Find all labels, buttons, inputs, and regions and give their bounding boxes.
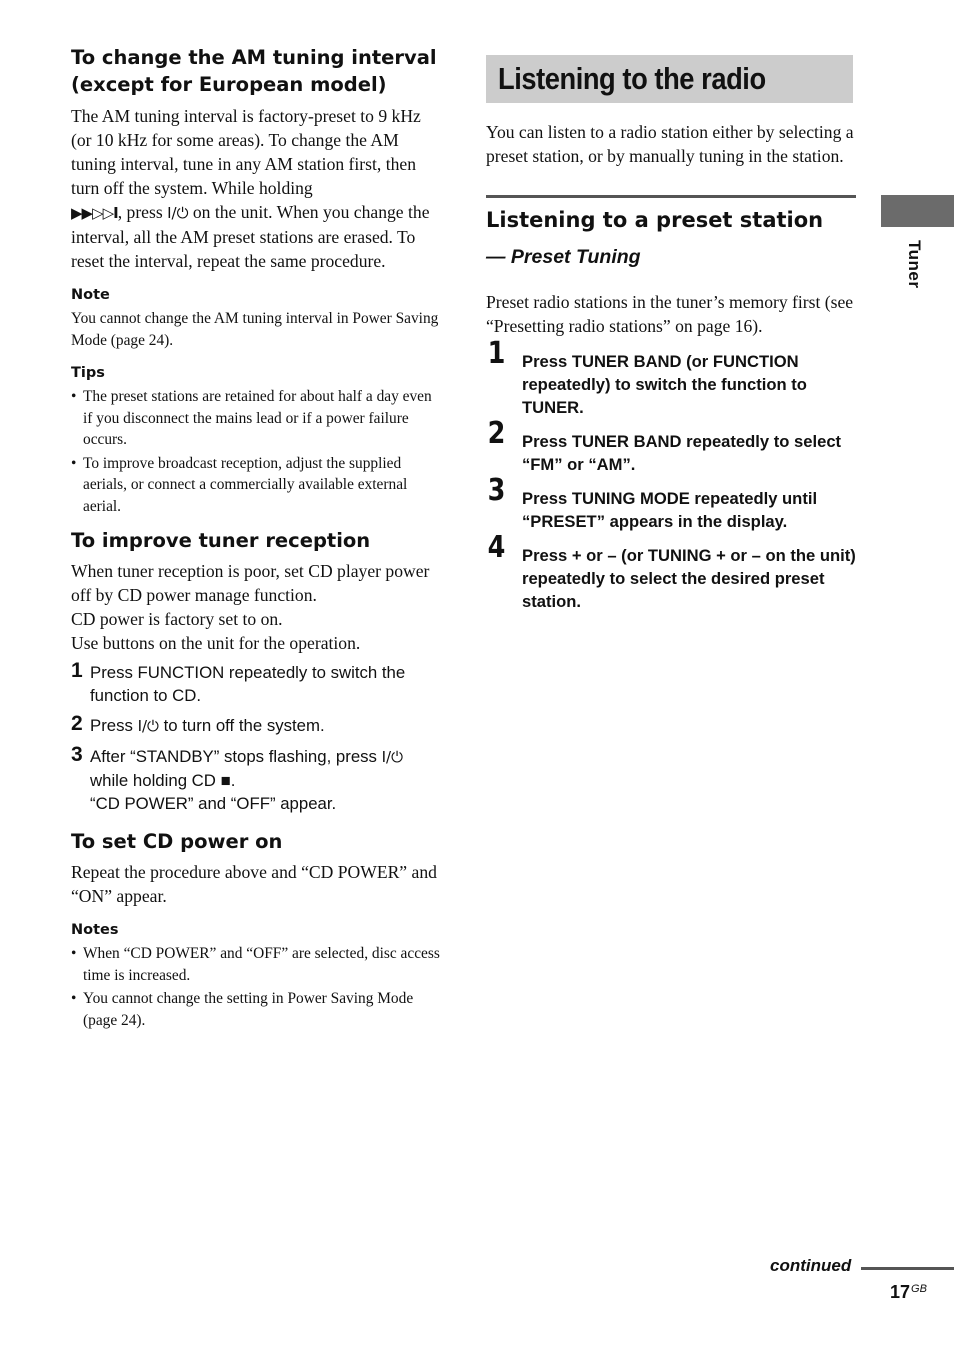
step-number: 3 bbox=[71, 743, 83, 766]
improve-reception-body bbox=[71, 559, 443, 655]
step-item bbox=[71, 745, 443, 815]
bullet-icon: • bbox=[71, 454, 77, 472]
am-body-part3: on the unit. When you change the interval, all the AM preset stations are erased. To reset the interval, repeat the same procedure. bbox=[71, 202, 430, 271]
page-number-value: 17 bbox=[890, 1282, 911, 1302]
preset-station-heading: Listening to a preset station bbox=[486, 208, 824, 232]
banner-title: Listening to the radio bbox=[498, 61, 766, 96]
note-heading: Note bbox=[71, 287, 110, 303]
bullet-icon: • bbox=[71, 388, 77, 405]
continued-rule bbox=[861, 1267, 954, 1270]
bullet-icon: • bbox=[71, 990, 77, 1007]
step-item bbox=[71, 714, 443, 738]
am-body-part1: The AM tuning interval is factory-preset to 9 kHz (or 10 kHz for some areas). To change the AM tuning interval, tune in any AM station first, then turn off the system. While holding bbox=[71, 106, 421, 198]
preset-tuning-subheading: — Preset Tuning bbox=[486, 246, 641, 268]
improve-line-1: When tuner reception is poor, set CD player power off by CD power manage function. bbox=[71, 561, 430, 605]
right-column bbox=[486, 55, 856, 613]
step-number: 1 bbox=[487, 336, 506, 371]
section-divider bbox=[486, 195, 856, 198]
note-item-text: When “CD POWER” and “OFF” are selected, disc access time is increased. bbox=[83, 945, 440, 984]
step-text-b: while holding CD ■. bbox=[90, 771, 236, 790]
chapter-tab-label: Tuner bbox=[905, 240, 924, 289]
tip-text: The preset stations are retained for about half a day even if you disconnect the mains lead or if a power failure occurs. bbox=[83, 388, 432, 448]
list-item bbox=[71, 453, 443, 518]
left-column bbox=[71, 44, 443, 1033]
chapter-tab bbox=[881, 195, 954, 227]
cd-power-body: Repeat the procedure above and “CD POWER” and “ON” appear. bbox=[71, 862, 437, 906]
preset-steps bbox=[486, 336, 856, 613]
cd-power-heading: To set CD power on bbox=[71, 830, 283, 853]
improve-reception-heading: To improve tuner reception bbox=[71, 529, 371, 552]
step-item bbox=[486, 473, 856, 533]
step-number: 1 bbox=[71, 659, 83, 682]
step-text: Press TUNER BAND (or FUNCTION repeatedly) to switch the function to TUNER. bbox=[522, 352, 807, 417]
page-suffix: GB bbox=[911, 1283, 927, 1295]
step-text-a: After “STANDBY” stops flashing, press bbox=[90, 747, 377, 766]
improve-steps bbox=[71, 661, 443, 815]
continued-label: continued bbox=[770, 1256, 852, 1275]
list-item bbox=[71, 988, 443, 1031]
step-item bbox=[486, 416, 856, 476]
step-text-b: to turn off the system. bbox=[163, 716, 325, 735]
power-icon: I/⏻ bbox=[381, 748, 403, 766]
step-text: Press FUNCTION repeatedly to switch the function to CD. bbox=[90, 663, 406, 705]
power-icon: I/⏻ bbox=[137, 717, 159, 735]
bullet-icon: • bbox=[71, 945, 77, 962]
improve-line-3: Use buttons on the unit for the operation. bbox=[71, 633, 361, 653]
tips-list bbox=[71, 386, 443, 517]
step-item bbox=[486, 530, 856, 613]
step-text: Press + or – (or TUNING + or – on the unit) repeatedly to select the desired preset station. bbox=[522, 546, 856, 611]
tips-heading: Tips bbox=[71, 365, 105, 381]
improve-line-2: CD power is factory set to on. bbox=[71, 609, 283, 629]
step-number: 3 bbox=[487, 473, 506, 508]
note-text: You cannot change the AM tuning interval in Power Saving Mode (page 24). bbox=[71, 310, 439, 349]
step-text: Press TUNER BAND repeatedly to select “FM” or “AM”. bbox=[522, 432, 842, 474]
step-number: 2 bbox=[71, 712, 83, 735]
am-interval-body bbox=[71, 104, 443, 273]
list-item bbox=[71, 943, 443, 986]
tip-text: To improve broadcast reception, adjust the supplied aerials, or connect a commercially available external aerial. bbox=[83, 454, 408, 515]
step-number: 2 bbox=[487, 416, 506, 451]
radio-intro: You can listen to a radio station either by selecting a preset station, or by manually tuning in the station. bbox=[486, 122, 854, 166]
am-body-part2: , press bbox=[117, 202, 163, 222]
list-item bbox=[71, 386, 443, 451]
step-text-a: Press bbox=[90, 716, 133, 735]
note-item-text: You cannot change the setting in Power Saving Mode (page 24). bbox=[83, 990, 414, 1029]
page-number bbox=[890, 1282, 927, 1303]
step-item bbox=[71, 661, 443, 707]
fast-forward-icon: ▶▶▷▷I bbox=[71, 204, 118, 222]
step-item bbox=[486, 336, 856, 419]
notes-heading: Notes bbox=[71, 922, 119, 938]
step-text: Press TUNING MODE repeatedly until “PRESET” appears in the display. bbox=[522, 489, 818, 531]
notes-list bbox=[71, 943, 443, 1031]
step-number: 4 bbox=[487, 530, 506, 565]
step-text-c: “CD POWER” and “OFF” appear. bbox=[90, 794, 337, 813]
power-icon: I/⏻ bbox=[167, 204, 189, 222]
section-banner bbox=[486, 55, 853, 103]
am-interval-heading: To change the AM tuning interval (except for European model) bbox=[71, 46, 437, 96]
preset-body: Preset radio stations in the tuner’s memory first (see “Presetting radio stations” on page 16). bbox=[486, 292, 854, 336]
